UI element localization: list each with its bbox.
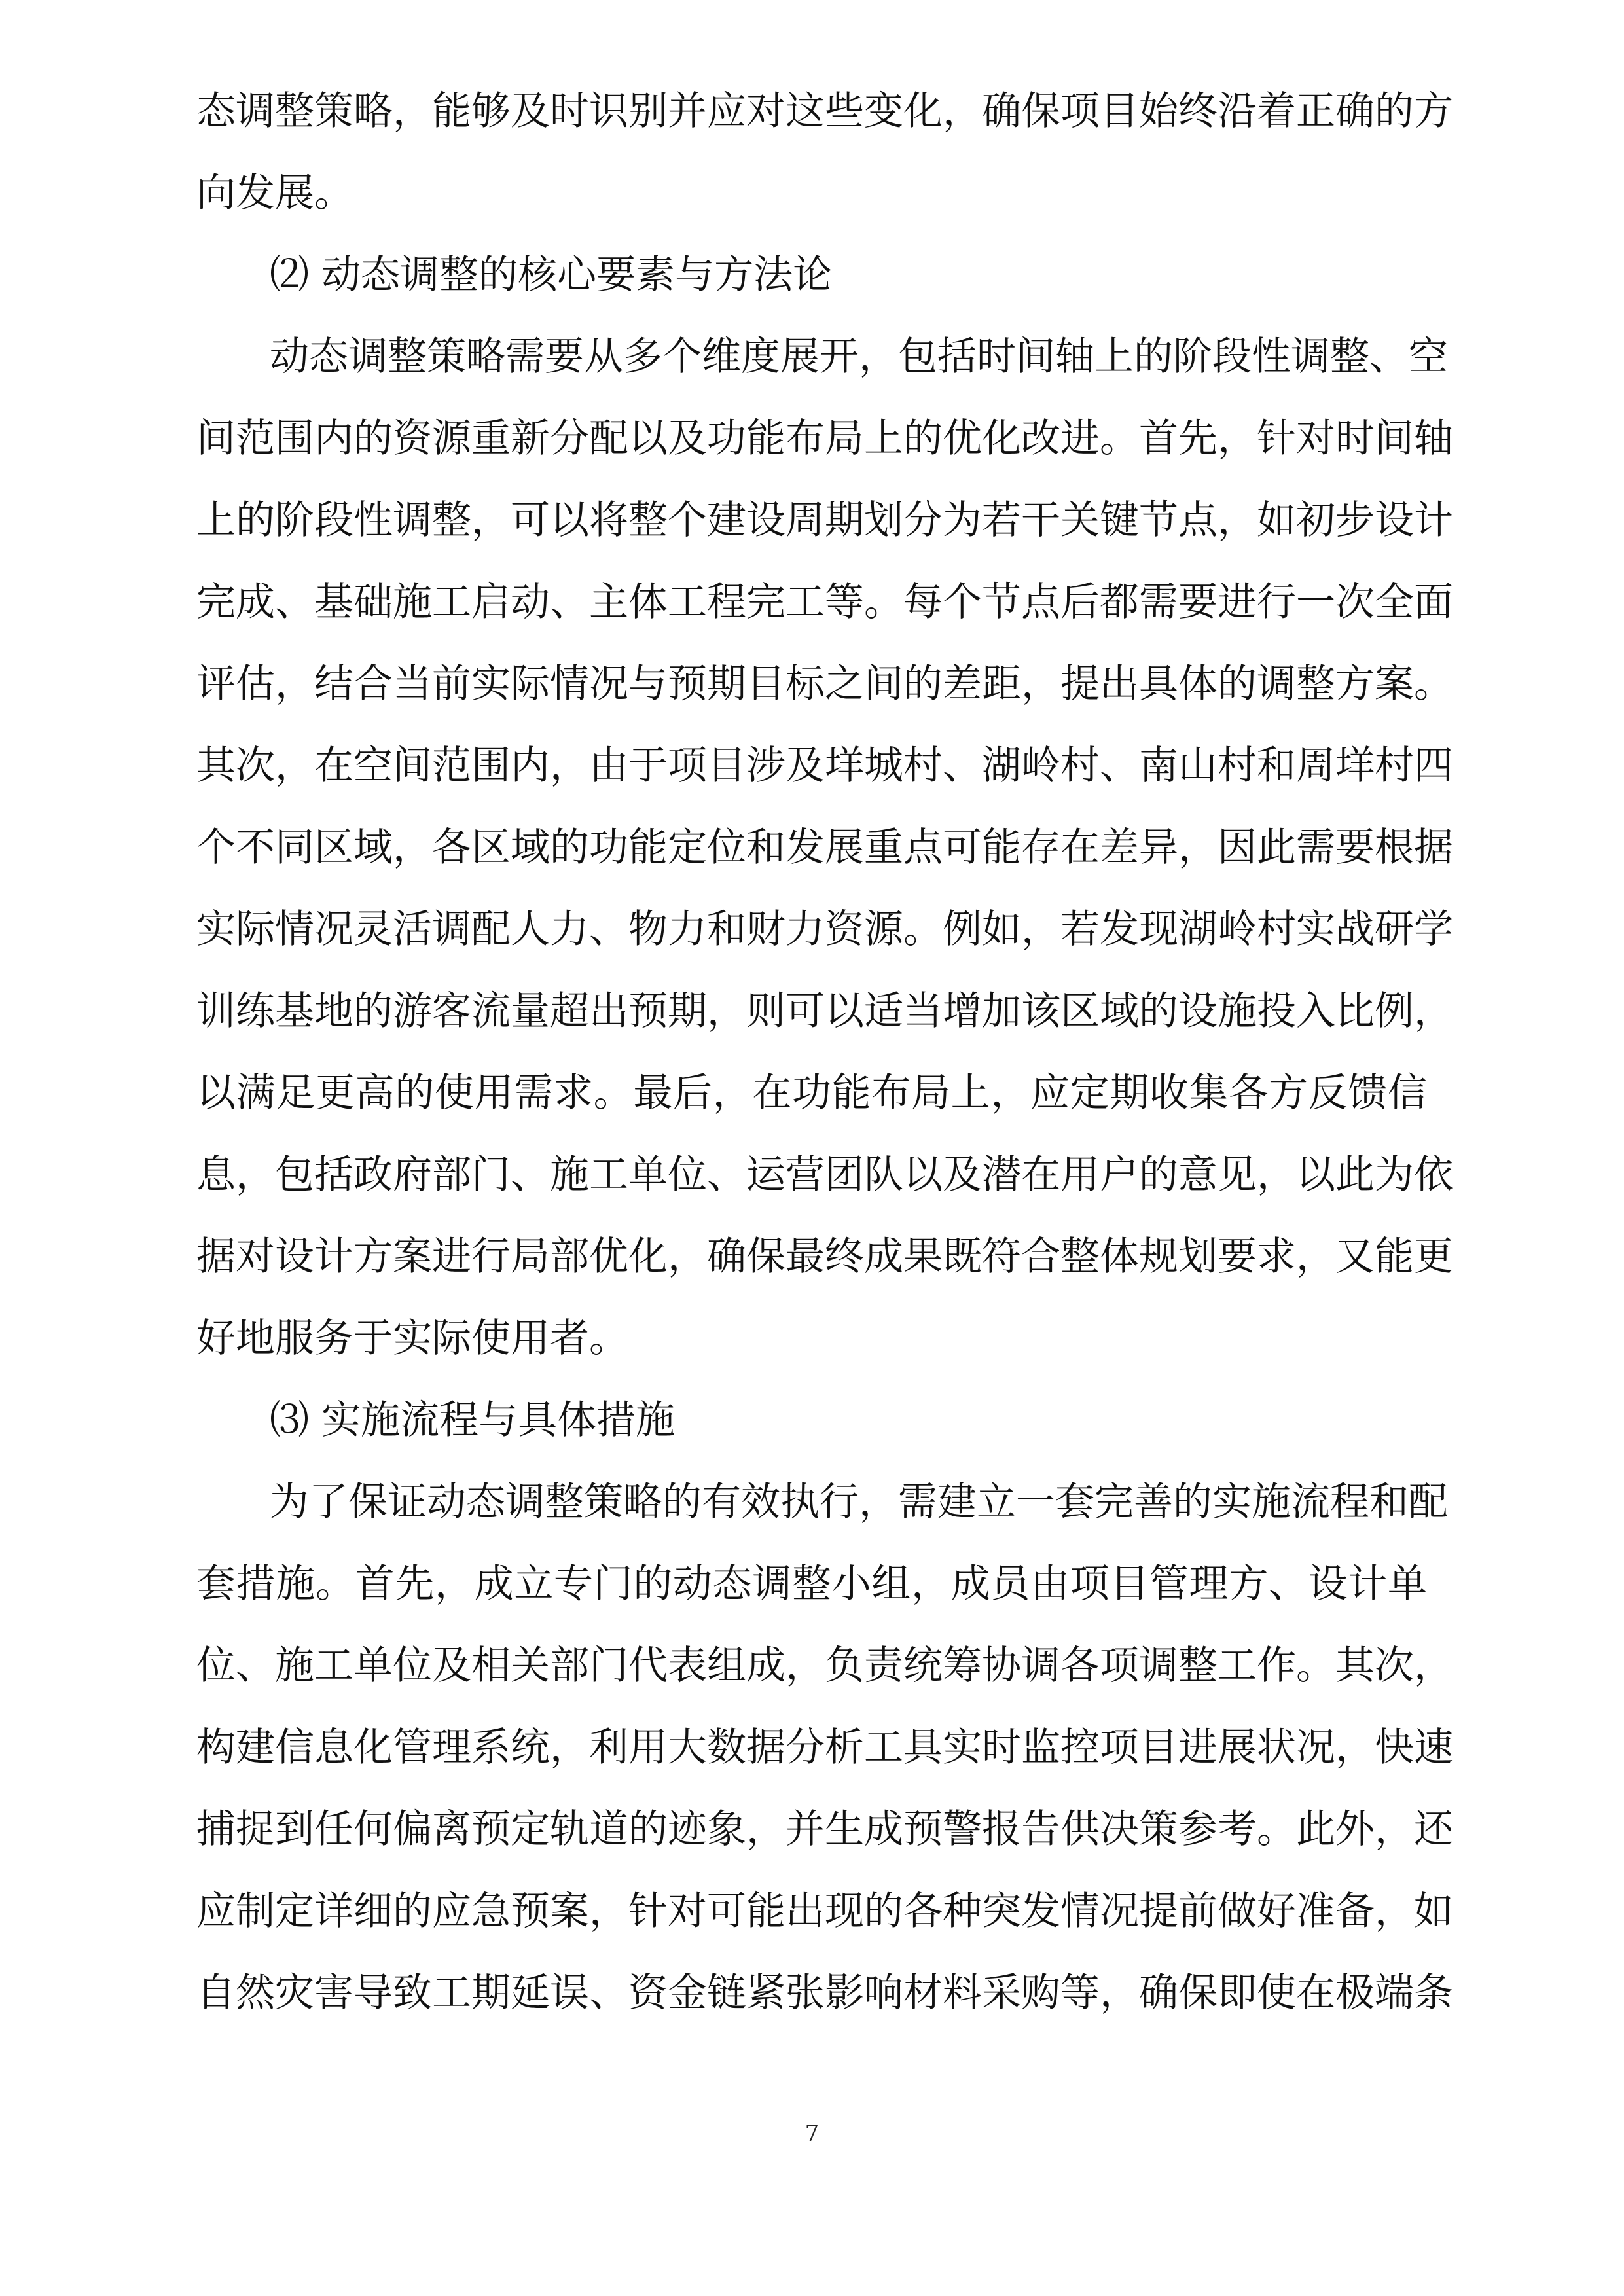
text-line: 完成、基础施工启动、主体工程完工等。每个节点后都需要进行一次全面: [196, 579, 1453, 625]
text-line: 好地服务于实际使用者。: [196, 1316, 628, 1361]
text-line: 评估，结合当前实际情况与预期目标之间的差距，提出具体的调整方案。: [196, 661, 1453, 707]
text-line: 据对设计方案进行局部优化，确保最终成果既符合整体规划要求，又能更: [196, 1234, 1453, 1280]
text-line: 应制定详细的应急预案，针对可能出现的各种突发情况提前做好准备，如: [196, 1888, 1453, 1934]
text-line: 训练基地的游客流量超出预期，则可以适当增加该区域的设施投入比例，: [196, 988, 1453, 1034]
text-line: 为了保证动态调整策略的有效执行，需建立一套完善的实施流程和配: [270, 1479, 1448, 1525]
text-line: 实际情况灵活调配人力、物力和财力资源。例如，若发现湖岭村实战研学: [196, 906, 1453, 952]
text-line: 态调整策略，能够及时识别并应对这些变化，确保项目始终沿着正确的方: [196, 88, 1453, 134]
text-line: 息，包括政府部门、施工单位、运营团队以及潜在用户的意见，以此为依: [196, 1152, 1453, 1198]
text-line: 上的阶段性调整，可以将整个建设周期划分为若干关键节点，如初步设计: [196, 497, 1453, 543]
section-heading: ⑵ 动态调整的核心要素与方法论: [270, 252, 833, 298]
text-line: 套措施。首先，成立专门的动态调整小组，成员由项目管理方、设计单: [196, 1561, 1427, 1607]
text-line: 向发展。: [196, 170, 353, 216]
page-number: 7: [804, 2121, 820, 2147]
text-line: 自然灾害导致工期延误、资金链紧张影响材料采购等，确保即使在极端条: [196, 1970, 1453, 2016]
text-line: 捕捉到任何偏离预定轨道的迹象，并生成预警报告供决策参考。此外，还: [196, 1806, 1453, 1852]
text-line: 位、施工单位及相关部门代表组成，负责统筹协调各项调整工作。其次，: [196, 1643, 1453, 1689]
text-line: 动态调整策略需要从多个维度展开，包括时间轴上的阶段性调整、空: [270, 334, 1448, 380]
text-line: 以满足更高的使用需求。最后，在功能布局上，应定期收集各方反馈信: [196, 1070, 1427, 1116]
text-line: 其次，在空间范围内，由于项目涉及垟城村、湖岭村、南山村和周垟村四: [196, 743, 1453, 789]
text-line: 构建信息化管理系统，利用大数据分析工具实时监控项目进展状况，快速: [196, 1725, 1453, 1770]
text-line: 间范围内的资源重新分配以及功能布局上的优化改进。首先，针对时间轴: [196, 416, 1453, 461]
text-line: 个不同区域，各区域的功能定位和发展重点可能存在差异，因此需要根据: [196, 825, 1453, 870]
section-heading: ⑶ 实施流程与具体措施: [270, 1397, 676, 1443]
